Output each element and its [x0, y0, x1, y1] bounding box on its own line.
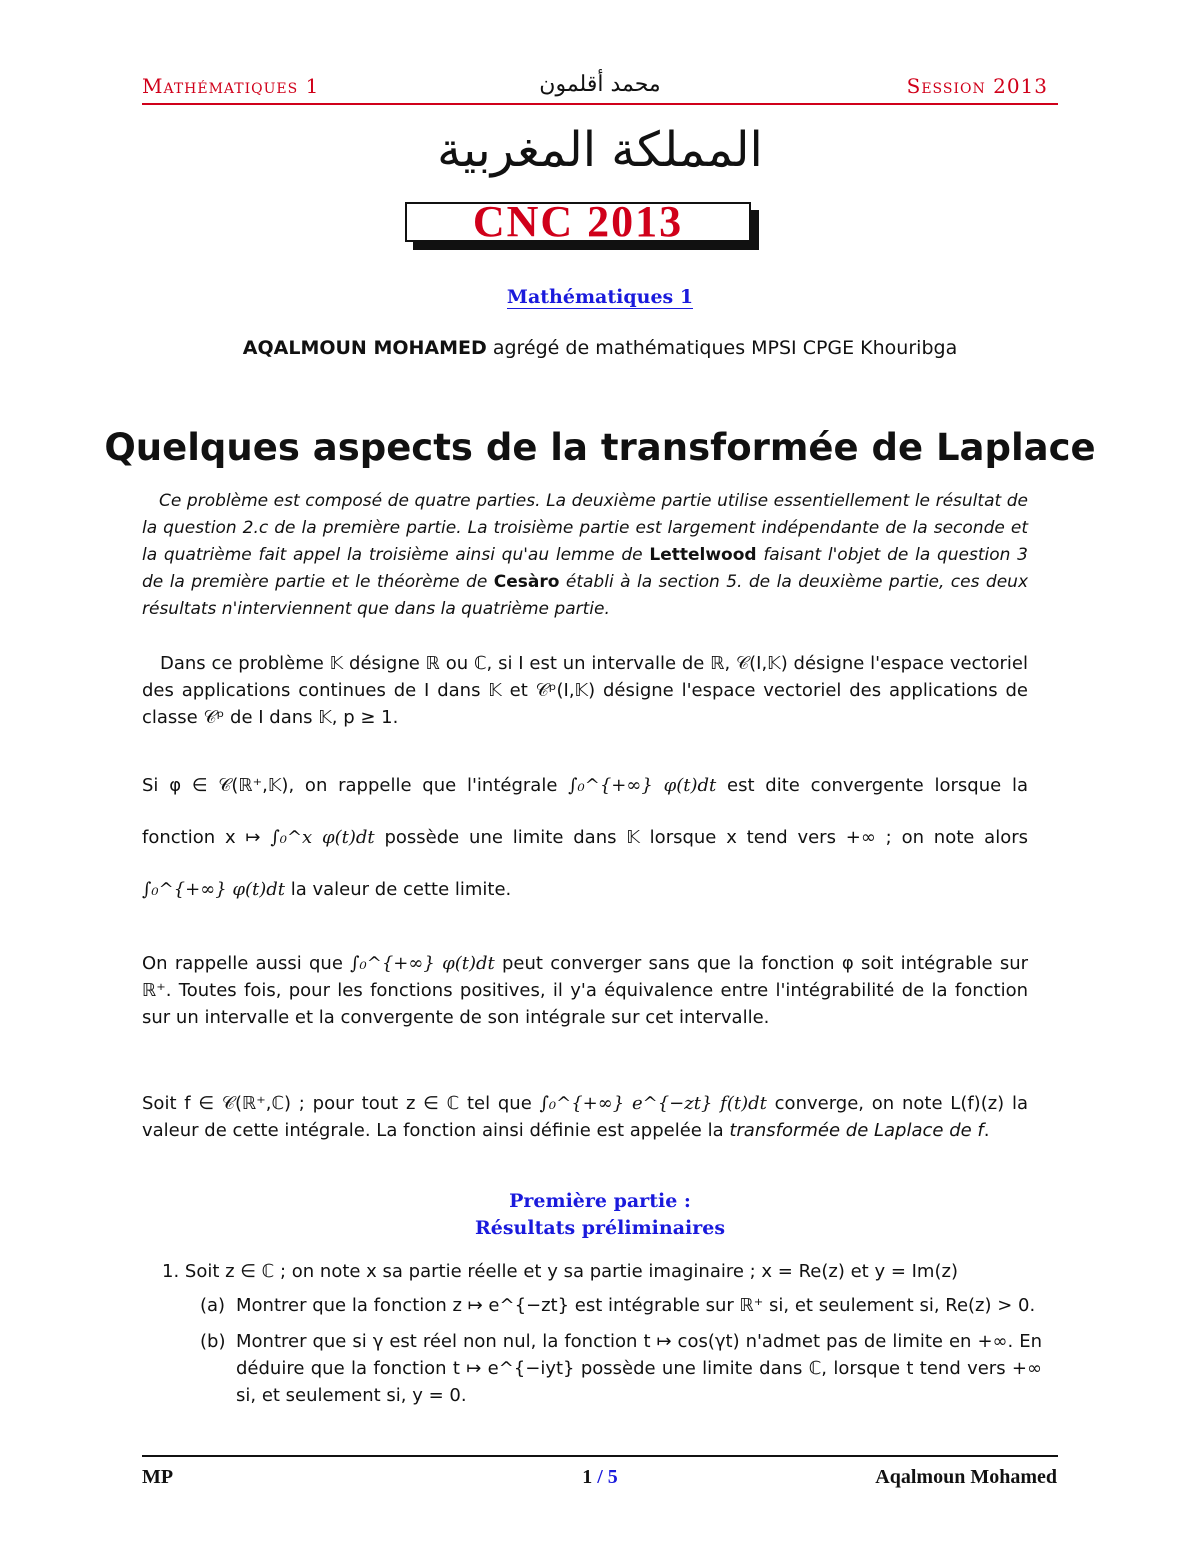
p3-text-a: On rappelle aussi que — [142, 953, 351, 974]
header-rule — [142, 103, 1058, 105]
intro-text-2: faisant l'objet de la question 3 de la première partie et le théorème de — [142, 545, 1028, 592]
paragraph-definitions-text: Dans ce problème 𝕂 désigne ℝ ou ℂ, si I est un intervalle de ℝ, 𝒞(I,𝕂) désigne l'espace vectoriel des applications continues de I dans 𝕂 et 𝒞ᵖ(I,𝕂) désigne l'espace vectoriel des applications de classe 𝒞ᵖ de I dans 𝕂, p ≥ 1. — [142, 653, 1028, 728]
header-session: Session 2013 — [906, 74, 1048, 98]
p4-text-c: . — [983, 1120, 990, 1141]
p2-integral-1: ∫₀^{+∞} φ(t)dt — [568, 775, 717, 796]
problem-title: Quelques aspects de la transformée de Laplace — [104, 426, 1096, 469]
p3-integral: ∫₀^{+∞} φ(t)dt — [350, 953, 495, 974]
author-line — [0, 337, 1200, 359]
paragraph-definitions — [142, 650, 1028, 731]
question-1a-text: Montrer que la fonction z ↦ e^{−zt} est intégrable sur ℝ⁺ si, et seulement si, Re(z) > 0. — [236, 1295, 1036, 1316]
p2-text-b: est dite convergente lorsque la fonction x ↦ — [142, 775, 1029, 848]
question-1a — [200, 1292, 1042, 1319]
subject-link-text[interactable]: Mathématiques 1 — [506, 286, 694, 308]
question-1b-text: Montrer que si γ est réel non nul, la fonction t ↦ cos(γt) n'admet pas de limite en +∞. En déduire que la fonction t ↦ e^{−iyt} possède une limite dans ℂ, lorsque t tend vers +∞ si, et seulement si, y = 0. — [236, 1331, 1042, 1406]
p4-integral: ∫₀^{+∞} e^{−zt} f(t)dt — [539, 1093, 767, 1114]
intro-text-3: établi à la section 5. de la deuxième partie, ces deux résultats n'interviennent que dans la quatrième partie. — [142, 572, 1028, 619]
footer-page-current: 1 — [582, 1466, 593, 1488]
p4-emphasis: transformée de Laplace de f — [729, 1120, 984, 1141]
cnc-banner — [405, 197, 751, 246]
p2-text-a: Si φ ∈ 𝒞(ℝ⁺,𝕂), on rappelle que l'intégrale — [142, 775, 569, 796]
author-name: AQALMOUN MOHAMED — [242, 337, 487, 359]
section-part-label: Première partie : — [509, 1190, 691, 1212]
p4-text-b: converge, on note L(f)(z) la valeur de cette intégrale. La fonction ainsi définie est appelée la — [142, 1093, 1028, 1141]
footer-page-sep: / — [592, 1466, 608, 1488]
intro-paragraph — [142, 488, 1028, 623]
header-author-arabic: محمد أقلمون — [539, 72, 661, 97]
p2-text-c: possède une limite dans 𝕂 lorsque x tend vers +∞ ; on note alors — [374, 827, 1029, 848]
footer-page-total[interactable]: 5 — [607, 1466, 618, 1488]
section-heading — [0, 1188, 1200, 1242]
question-1a-label: (a) — [200, 1295, 226, 1316]
footer-class: MP — [142, 1466, 174, 1488]
subject-link[interactable] — [0, 286, 1200, 308]
paragraph-laplace-def — [142, 1090, 1028, 1144]
footer-rule — [142, 1455, 1058, 1457]
p2-text-d: la valeur de cette limite. — [285, 879, 512, 900]
intro-text-1: Ce problème est composé de quatre parties. La deuxième partie utilise essentiellement le résultat de la question 2.c de la première partie. La troisième partie est largement indépendante de la seconde et la quatrième fait appel la troisième ainsi qu'au lemme de — [142, 491, 1028, 565]
paragraph-convergence — [142, 760, 1028, 916]
question-1b-label: (b) — [200, 1331, 226, 1352]
kingdom-title: المملكة المغربية — [437, 122, 763, 178]
intro-cesaro: Cesàro — [493, 572, 560, 592]
header-subject: Mathématiques 1 — [142, 74, 320, 98]
section-part-title: Résultats préliminaires — [474, 1217, 726, 1239]
question-1: 1. Soit z ∈ ℂ ; on note x sa partie réelle et y sa partie imaginaire ; x = Re(z) et y = Im(z) — [162, 1261, 958, 1282]
question-1b — [200, 1328, 1042, 1409]
p4-text-a: Soit f ∈ 𝒞(ℝ⁺,ℂ) ; pour tout z ∈ ℂ tel que — [142, 1093, 540, 1114]
p3-text-b: peut converger sans que la fonction φ soit intégrable sur ℝ⁺. Toutes fois, pour les fonctions positives, il y'a équivalence entre l'intégrabilité de la fonction sur un intervalle et la convergente de son intégrale sur cet intervalle. — [142, 953, 1029, 1028]
footer-author: Aqalmoun Mohamed — [875, 1466, 1057, 1488]
p2-integral-2: ∫₀^x φ(t)dt — [270, 827, 375, 848]
p2-integral-3: ∫₀^{+∞} φ(t)dt — [142, 879, 286, 900]
author-details: agrégé de mathématiques MPSI CPGE Khouribga — [492, 337, 958, 359]
intro-lettelwood: Lettelwood — [649, 545, 757, 565]
paragraph-remark — [142, 950, 1028, 1031]
cnc-banner-text: CNC 2013 — [472, 197, 684, 246]
